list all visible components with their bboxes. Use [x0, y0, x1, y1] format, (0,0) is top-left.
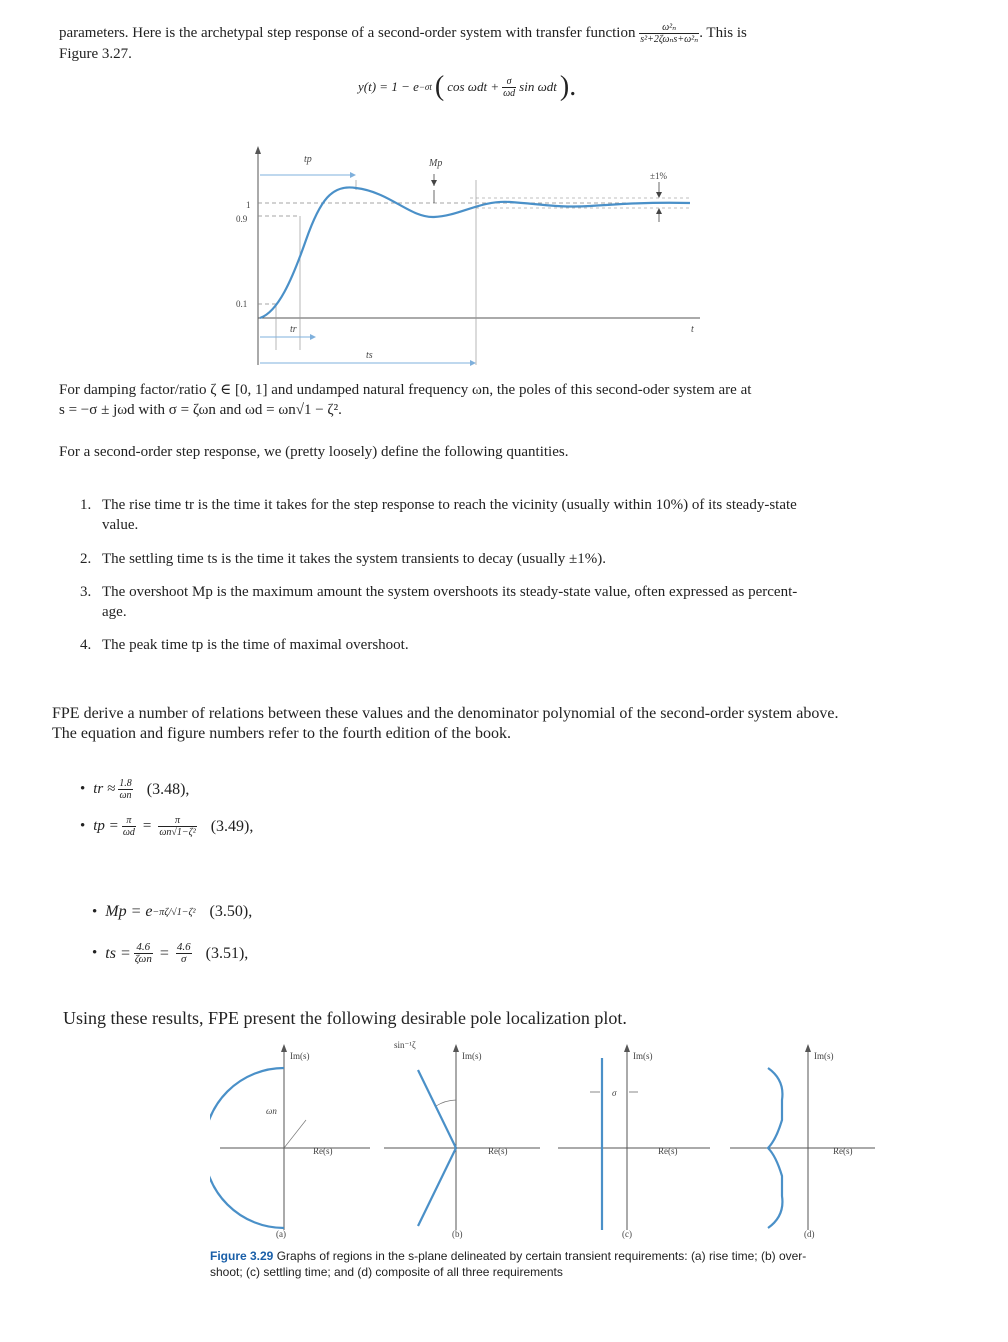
relation-tp: • tp = $\frac{\pi}{\omega d}$ = $\frac{\pi}{\text{ωn√1−ζ²}}$ (3.49), [80, 815, 254, 838]
panel-b [384, 1040, 540, 1239]
panel-c [558, 1044, 710, 1239]
relation-tr: • tr ≈ $\frac{1.8}{\omega n}$ (3.48), [80, 778, 190, 801]
step-response-figure [220, 140, 710, 380]
poles-paragraph: For damping factor/ratio ζ ∈ [0, 1] and undamped natural frequency ωn, the poles of this second-oder system are at s = −σ ± jωd with σ = ζωn and ωd = ωn√1 − ζ². [59, 382, 752, 418]
quantities-list [80, 495, 960, 655]
list-item: 4. The peak time tp is the time of maximal overshoot. [80, 637, 409, 653]
intro-paragraph: parameters. Here is the archetypal step response of a second-order system with transfer function $\frac{\text{ω²ₙ}}{\text{s²+2ζωₙs+ω²ₙ}}$ . This is [59, 22, 747, 45]
intro-figure-ref: Figure 3.27. [59, 46, 132, 62]
figure-number: Figure 3.29 [210, 1249, 274, 1263]
overshoot-upper-line [418, 1070, 456, 1148]
list-item: 1. The rise time tr is the time it takes for the step response to reach the vicinity (usually within 10%) of its steady-state value. [80, 497, 797, 533]
using-paragraph: Using these results, FPE present the following desirable pole localization plot. [63, 1008, 627, 1028]
intro-text: parameters. Here is the archetypal step response of a second-order system with transfer function [59, 24, 636, 41]
p09-label: 0.9 [236, 214, 248, 224]
svg-text:(d): (d) [804, 1229, 815, 1239]
svg-text:Re(s): Re(s) [313, 1146, 333, 1156]
band-label: ±1% [650, 171, 667, 181]
relation-ts: • ts = $\frac{4.6}{\text{ζωn}}$ = $\frac{4.6}{\sigma}$ (3.51), [92, 941, 249, 965]
svg-text:Im(s): Im(s) [462, 1051, 482, 1061]
step-response-formula: y(t) = 1 − e −σt ( cos ωdt + $\frac{\sigma}{\omega d}$ sin ωdt ). [358, 71, 577, 102]
svg-text:Re(s): Re(s) [833, 1146, 853, 1156]
define-paragraph: For a second-order step response, we (pretty loosely) define the following quantities. [59, 444, 569, 460]
svg-text:Im(s): Im(s) [633, 1051, 653, 1061]
svg-text:(c): (c) [622, 1229, 632, 1239]
panel-d [730, 1044, 875, 1239]
t-label: t [691, 324, 694, 335]
tp-label: tp [304, 154, 312, 165]
step-response-curve [260, 187, 690, 318]
p01-label: 0.1 [236, 299, 248, 309]
svg-text:Re(s): Re(s) [488, 1146, 508, 1156]
figure-caption: Figure 3.29 Graphs of regions in the s-plane delineated by certain transient requirements: (a) rise time; (b) over- shoot; (c) settling time; and (d) composite of all three requirements [210, 1249, 807, 1279]
pole-localization-figure [210, 1030, 880, 1250]
one-label: 1 [246, 200, 251, 210]
svg-text:(b): (b) [452, 1229, 463, 1239]
svg-text:σ: σ [612, 1088, 617, 1098]
svg-text:Im(s): Im(s) [290, 1051, 310, 1061]
transfer-function: $\frac{\text{ω²ₙ}}{\text{s²+2ζωₙs+ω²ₙ}}$ [640, 22, 699, 45]
tr-label: tr [290, 324, 297, 335]
ts-label: ts [366, 350, 373, 361]
mp-label: Mp [429, 158, 443, 169]
fpe-paragraph: FPE derive a number of relations between these values and the denominator polynomial of the second-order system above. The equation and figure numbers refer to the fourth edition of the book. [52, 705, 839, 742]
svg-text:ωn: ωn [266, 1106, 277, 1116]
overshoot-lower-line [418, 1148, 456, 1226]
relation-mp: • Mp = e −πζ/√1−ζ² (3.50), [92, 903, 253, 920]
list-item: 3. The overshoot Mp is the maximum amount the system overshoots its steady-state value, often expressed as percent- age. [80, 584, 798, 620]
svg-text:Im(s): Im(s) [814, 1051, 834, 1061]
svg-text:Re(s): Re(s) [658, 1146, 678, 1156]
svg-text:(a): (a) [276, 1229, 286, 1239]
panel-a [210, 1044, 370, 1239]
list-item: 2. The settling time ts is the time it takes the system transients to decay (usually ±1%). [80, 551, 606, 567]
svg-text:sin⁻¹ζ: sin⁻¹ζ [394, 1040, 416, 1050]
